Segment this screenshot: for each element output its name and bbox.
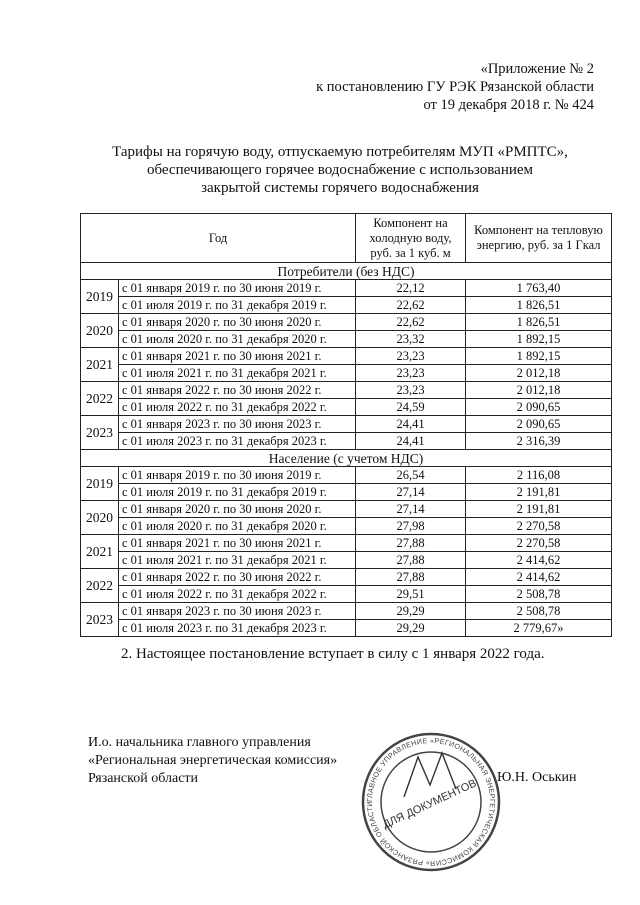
period-cell: с 01 января 2023 г. по 30 июня 2023 г. [119,603,356,620]
table-body [81,263,612,637]
table-row [81,331,612,348]
year-cell: 2021 [81,348,119,382]
year-cell: 2022 [81,382,119,416]
heat-energy-cell: 1 763,40 [466,280,612,297]
table-row [81,569,612,586]
cold-water-cell: 27,14 [356,484,466,501]
document-title [70,143,610,197]
cold-water-cell: 22,62 [356,297,466,314]
cold-water-cell: 27,88 [356,535,466,552]
table-row [81,280,612,297]
table-row [81,348,612,365]
year-cell: 2020 [81,501,119,535]
heat-energy-cell: 2 191,81 [466,501,612,518]
period-cell: с 01 июля 2021 г. по 31 декабря 2021 г. [119,552,356,569]
section-row [81,263,612,280]
period-cell: с 01 июля 2021 г. по 31 декабря 2021 г. [119,365,356,382]
year-cell: 2023 [81,603,119,637]
signer-position [88,734,337,788]
table-row [81,416,612,433]
period-cell: с 01 января 2019 г. по 30 июня 2019 г. [119,280,356,297]
cold-water-cell: 24,59 [356,399,466,416]
signer-line-2: «Региональная энергетическая комиссия» [88,753,338,768]
heat-energy-cell: 2 012,18 [466,365,612,382]
header-cold-water: Компонент на холодную воду, руб. за 1 куб. м [356,214,466,263]
cold-water-cell: 24,41 [356,416,466,433]
table-row [81,501,612,518]
period-cell: с 01 января 2020 г. по 30 июня 2020 г. [119,501,356,518]
table-row [81,399,612,416]
table-row [81,484,612,501]
heat-energy-cell: 1 892,15 [466,331,612,348]
table-row [81,552,612,569]
period-cell: с 01 января 2021 г. по 30 июня 2021 г. [119,535,356,552]
period-cell: с 01 июля 2019 г. по 31 декабря 2019 г. [119,484,356,501]
cold-water-cell: 29,51 [356,586,466,603]
heat-energy-cell: 1 826,51 [466,297,612,314]
heat-energy-cell: 2 508,78 [466,603,612,620]
table-header-row [81,214,612,263]
title-line-1: Тарифы на горячую воду, отпускаемую потребителям МУП «РМПТС», [112,144,568,160]
period-cell: с 01 июля 2019 г. по 31 декабря 2019 г. [119,297,356,314]
signer-line-3: Рязанской области [88,771,199,786]
table-row [81,467,612,484]
table-row [81,382,612,399]
header-year: Год [81,214,356,263]
year-cell: 2022 [81,569,119,603]
period-cell: с 01 января 2021 г. по 30 июня 2021 г. [119,348,356,365]
cold-water-cell: 29,29 [356,620,466,637]
cold-water-cell: 24,41 [356,433,466,450]
cold-water-cell: 23,23 [356,348,466,365]
cold-water-cell: 23,32 [356,331,466,348]
stamp-center-text: ДЛЯ ДОКУМЕНТОВ [381,777,479,832]
year-cell: 2020 [81,314,119,348]
period-cell: с 01 июля 2020 г. по 31 декабря 2020 г. [119,518,356,535]
period-cell: с 01 июля 2020 г. по 31 декабря 2020 г. [119,331,356,348]
header-heat-energy: Компонент на тепловую энергию, руб. за 1 Гкал [466,214,612,263]
cold-water-cell: 27,88 [356,569,466,586]
period-cell: с 01 июля 2022 г. по 31 декабря 2022 г. [119,399,356,416]
period-cell: с 01 июля 2022 г. по 31 декабря 2022 г. [119,586,356,603]
appendix-number: «Приложение № 2 [480,61,594,77]
year-cell: 2019 [81,280,119,314]
year-cell: 2021 [81,535,119,569]
period-cell: с 01 июля 2023 г. по 31 декабря 2023 г. [119,433,356,450]
signer-name: Ю.Н. Оськин [497,770,577,785]
seal-stamp [356,727,506,877]
heat-energy-cell: 2 270,58 [466,535,612,552]
heat-energy-cell: 2 270,58 [466,518,612,535]
table-row [81,297,612,314]
period-cell: с 01 января 2023 г. по 30 июня 2023 г. [119,416,356,433]
table-row [81,586,612,603]
year-cell: 2023 [81,416,119,450]
cold-water-cell: 27,98 [356,518,466,535]
table-row [81,535,612,552]
appendix-date: от 19 декабря 2018 г. № 424 [423,97,594,113]
cold-water-cell: 23,23 [356,382,466,399]
title-line-2: обеспечивающего горячее водоснабжение с использованием [146,162,534,178]
stamp-ring-text: ГЛАВНОЕ УПРАВЛЕНИЕ «РЕГИОНАЛЬНАЯ ЭНЕРГЕТИЧЕСКАЯ КОМИССИЯ» РЯЗАНСКОЙ ОБЛАСТИ [364,735,498,869]
section-title: Население (с учетом НДС) [81,450,612,467]
cold-water-cell: 27,14 [356,501,466,518]
table-row [81,314,612,331]
cold-water-cell: 29,29 [356,603,466,620]
cold-water-cell: 22,12 [356,280,466,297]
cold-water-cell: 26,54 [356,467,466,484]
effective-date-clause: 2. Настоящее постановление вступает в силу с 1 января 2022 года. [121,646,545,662]
heat-energy-cell: 2 090,65 [466,399,612,416]
section-row [81,450,612,467]
heat-energy-cell: 2 414,62 [466,552,612,569]
cold-water-cell: 27,88 [356,552,466,569]
appendix-header [316,60,594,114]
heat-energy-cell: 2 316,39 [466,433,612,450]
table-row [81,518,612,535]
heat-energy-cell: 1 892,15 [466,348,612,365]
appendix-resolution: к постановлению ГУ РЭК Рязанской области [316,79,594,95]
heat-energy-cell: 1 826,51 [466,314,612,331]
heat-energy-cell: 2 090,65 [466,416,612,433]
period-cell: с 01 июля 2023 г. по 31 декабря 2023 г. [119,620,356,637]
period-cell: с 01 января 2019 г. по 30 июня 2019 г. [119,467,356,484]
heat-energy-cell: 2 779,67» [466,620,612,637]
cold-water-cell: 23,23 [356,365,466,382]
heat-energy-cell: 2 116,08 [466,467,612,484]
heat-energy-cell: 2 508,78 [466,586,612,603]
title-line-3: закрытой системы горячего водоснабжения [201,180,479,196]
heat-energy-cell: 2 012,18 [466,382,612,399]
period-cell: с 01 января 2022 г. по 30 июня 2022 г. [119,382,356,399]
table-row [81,433,612,450]
year-cell: 2019 [81,467,119,501]
heat-energy-cell: 2 414,62 [466,569,612,586]
cold-water-cell: 22,62 [356,314,466,331]
period-cell: с 01 января 2020 г. по 30 июня 2020 г. [119,314,356,331]
table-row [81,603,612,620]
table-row [81,620,612,637]
heat-energy-cell: 2 191,81 [466,484,612,501]
tariffs-table [80,213,612,637]
table-row [81,365,612,382]
section-title: Потребители (без НДС) [81,263,612,280]
period-cell: с 01 января 2022 г. по 30 июня 2022 г. [119,569,356,586]
signer-line-1: И.о. начальника главного управления [88,735,311,750]
